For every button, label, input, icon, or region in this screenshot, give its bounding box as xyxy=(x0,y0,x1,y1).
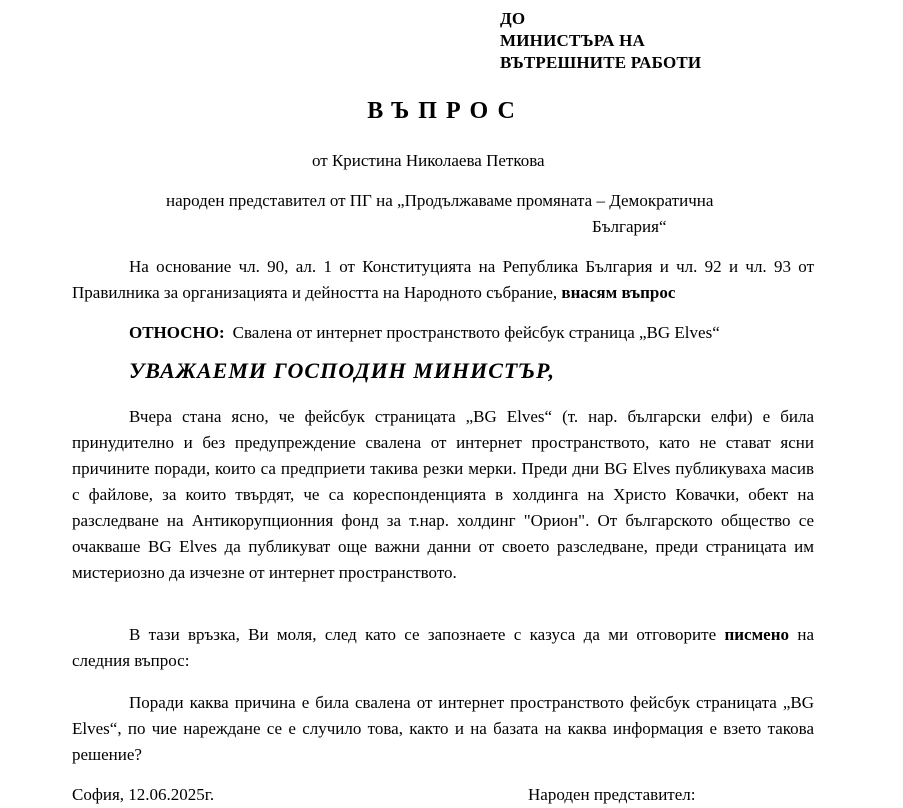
regarding-line xyxy=(129,320,720,346)
document-title xyxy=(0,98,903,124)
legal-basis-bold: внасям въпрос xyxy=(561,283,676,302)
recipient-line-2: МИНИСТЪРА НА xyxy=(500,31,645,50)
body-paragraph-2-bold: писмено xyxy=(724,625,790,644)
salutation: УВАЖАЕМИ ГОСПОДИН МИНИСТЪР, xyxy=(129,358,556,383)
body-paragraph-2 xyxy=(72,622,814,674)
affiliation-line-1: народен представител от ПГ на „Продължаваме промяната – Демократична xyxy=(166,191,714,210)
affiliation-line-2: България“ xyxy=(592,217,667,236)
body-paragraph-2-tail: на следния въпрос: xyxy=(72,625,814,670)
question-paragraph: Поради каква причина е била свалена от интернет пространството фейсбук страницата „BG Elves“, по чие нареждане се е случило това, както и на базата на каква информация е взето такова решение? xyxy=(72,693,814,764)
legal-basis-text: На основание чл. 90, ал. 1 от Конституцията на Република България и чл. 92 и чл. 93 от Правилника за организацията и дейността на Народното събрание, xyxy=(72,257,814,302)
regarding-label: ОТНОСНО: xyxy=(129,323,225,342)
body-paragraph-2-text: В тази връзка, Ви моля, след като се запознаете с казуса да ми отговорите xyxy=(129,625,725,644)
recipient-line-1: ДО xyxy=(500,9,526,28)
author-line: от Кристина Николаева Петкова xyxy=(312,151,545,170)
recipient-block xyxy=(500,8,701,74)
affiliation-block xyxy=(166,188,806,240)
regarding-text: Свалена от интернет пространството фейсбук страница „BG Elves“ xyxy=(232,323,720,342)
body-paragraph-1: Вчера стана ясно, че фейсбук страницата „BG Elves“ (т. нар. български елфи) е била принудително и без предупреждение свалена от интернет пространството, като не стават ясни причините поради, които са предприети такива резки мерки. Преди дни BG Elves публикуваха масив с файлове, за които твърдят, че са кореспонденцията в холдинга на Христо Ковачки, обект на разследване на Антикорупционния фонд за т.нар. холдинг "Орион". От българското общество се очакваше BG Elves да публикуват още важни данни от своето разследване, преди страницата им мистериозно да изчезне от интернет пространството. xyxy=(72,407,814,582)
legal-basis-paragraph xyxy=(72,254,814,306)
document-title-text: ВЪПРОС xyxy=(367,98,524,124)
recipient-line-3: ВЪТРЕШНИТЕ РАБОТИ xyxy=(500,53,702,72)
signature-label: Народен представител: xyxy=(528,785,696,804)
place-date: София, 12.06.2025г. xyxy=(72,785,215,804)
